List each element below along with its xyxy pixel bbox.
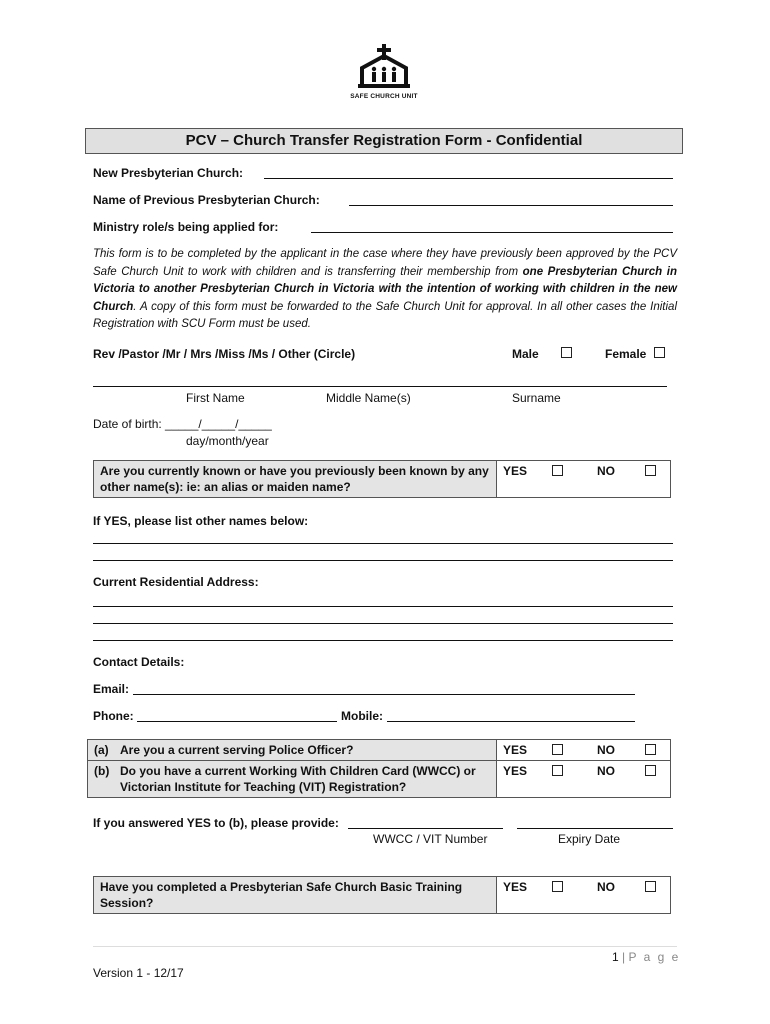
- alias-answer-cell: [497, 461, 671, 498]
- logo-caption: SAFE CHURCH UNIT: [350, 93, 418, 100]
- new-church-label: New Presbyterian Church:: [93, 166, 244, 180]
- qb-yes-checkbox[interactable]: [552, 765, 563, 776]
- question-a-prefix: (a): [94, 743, 109, 757]
- mobile-field[interactable]: [387, 721, 635, 722]
- police-wwcc-table: [87, 739, 671, 798]
- question-a: [88, 740, 497, 761]
- qa-yes-label: YES: [503, 743, 528, 757]
- prev-church-field[interactable]: [349, 205, 673, 206]
- alias-no-label: NO: [597, 464, 615, 478]
- ministry-field[interactable]: [311, 232, 673, 233]
- middle-name-label: Middle Name(s): [326, 391, 411, 405]
- address-line-2[interactable]: [93, 623, 673, 624]
- question-b: [88, 761, 497, 798]
- wwcc-number-label: WWCC / VIT Number: [373, 832, 488, 846]
- alias-yes-checkbox[interactable]: [552, 465, 563, 476]
- training-answer-cell: [497, 877, 671, 914]
- question-a-text: Are you a current serving Police Officer?: [120, 743, 354, 757]
- alias-no-checkbox[interactable]: [645, 465, 656, 476]
- surname-label: Surname: [512, 391, 561, 405]
- ministry-label: Ministry role/s being applied for:: [93, 220, 279, 234]
- dob-field[interactable]: Date of birth: _____/_____/_____: [93, 417, 272, 431]
- email-label: Email:: [93, 682, 130, 696]
- qb-no-checkbox[interactable]: [645, 765, 656, 776]
- question-b-prefix: (b): [94, 764, 110, 778]
- training-no-checkbox[interactable]: [645, 881, 656, 892]
- address-line-3[interactable]: [93, 640, 673, 641]
- training-no-label: NO: [597, 880, 615, 894]
- form-title: PCV – Church Transfer Registration Form - Confidential: [85, 128, 683, 154]
- training-question: Have you completed a Presbyterian Safe Church Basic Training Session?: [94, 877, 497, 914]
- footer-divider: [93, 946, 677, 947]
- expiry-date-field[interactable]: [517, 828, 673, 829]
- other-names-label: If YES, please list other names below:: [93, 514, 309, 528]
- female-label: Female: [605, 347, 647, 361]
- phone-field[interactable]: [137, 721, 337, 722]
- contact-label: Contact Details:: [93, 655, 185, 669]
- alias-yes-label: YES: [503, 464, 528, 478]
- wwcc-number-field[interactable]: [348, 828, 503, 829]
- male-checkbox[interactable]: [561, 347, 572, 358]
- qa-no-label: NO: [597, 743, 615, 757]
- title-label: Rev /Pastor /Mr / Mrs /Miss /Ms / Other (Circle): [93, 347, 356, 361]
- qb-yes-label: YES: [503, 764, 528, 778]
- qa-no-checkbox[interactable]: [645, 744, 656, 755]
- male-label: Male: [512, 347, 539, 361]
- dob-format-hint: day/month/year: [186, 434, 269, 448]
- intro-paragraph: This form is to be completed by the applicant in the case where they have previously been approved by the PCV Safe Church Unit to work with children and is transferring their membership from one Presbyterian Church in Victoria to another Presbyterian Church in Victoria with the intention of working with children in the new Church. A copy of this form must be forwarded to the Safe Church Unit for approval. In all other cases the Initial Registration with SCU Form must be used.: [93, 248, 677, 331]
- training-yes-label: YES: [503, 880, 528, 894]
- expiry-date-label: Expiry Date: [558, 832, 621, 846]
- address-line-1[interactable]: [93, 606, 673, 607]
- alias-question: Are you currently known or have you previously been known by any other name(s): ie: an alias or maiden name?: [94, 461, 497, 498]
- mobile-label: Mobile:: [341, 709, 383, 723]
- alias-question-table: [93, 460, 671, 498]
- question-b-answer-cell: [497, 761, 671, 798]
- question-b-text: Do you have a current Working With Children Card (WWCC) or Victorian Institute for Teaching (VIT) Registration?: [120, 764, 476, 794]
- qa-yes-checkbox[interactable]: [552, 744, 563, 755]
- other-names-line-2[interactable]: [93, 560, 673, 561]
- new-church-field[interactable]: [264, 178, 673, 179]
- first-name-label: First Name: [186, 391, 245, 405]
- prev-church-label: Name of Previous Presbyterian Church:: [93, 193, 320, 207]
- safe-church-logo: [340, 42, 428, 104]
- page-number: 1 | P a g e: [612, 950, 681, 964]
- qb-no-label: NO: [597, 764, 615, 778]
- other-names-line-1[interactable]: [93, 543, 673, 544]
- address-label: Current Residential Address:: [93, 575, 259, 589]
- training-question-table: [93, 876, 671, 914]
- version-label: Version 1 - 12/17: [93, 966, 184, 980]
- full-name-field[interactable]: [93, 386, 667, 387]
- phone-label: Phone:: [93, 709, 134, 723]
- email-field[interactable]: [133, 694, 635, 695]
- female-checkbox[interactable]: [654, 347, 665, 358]
- training-yes-checkbox[interactable]: [552, 881, 563, 892]
- question-a-answer-cell: [497, 740, 671, 761]
- provide-label: If you answered YES to (b), please provide:: [93, 816, 339, 830]
